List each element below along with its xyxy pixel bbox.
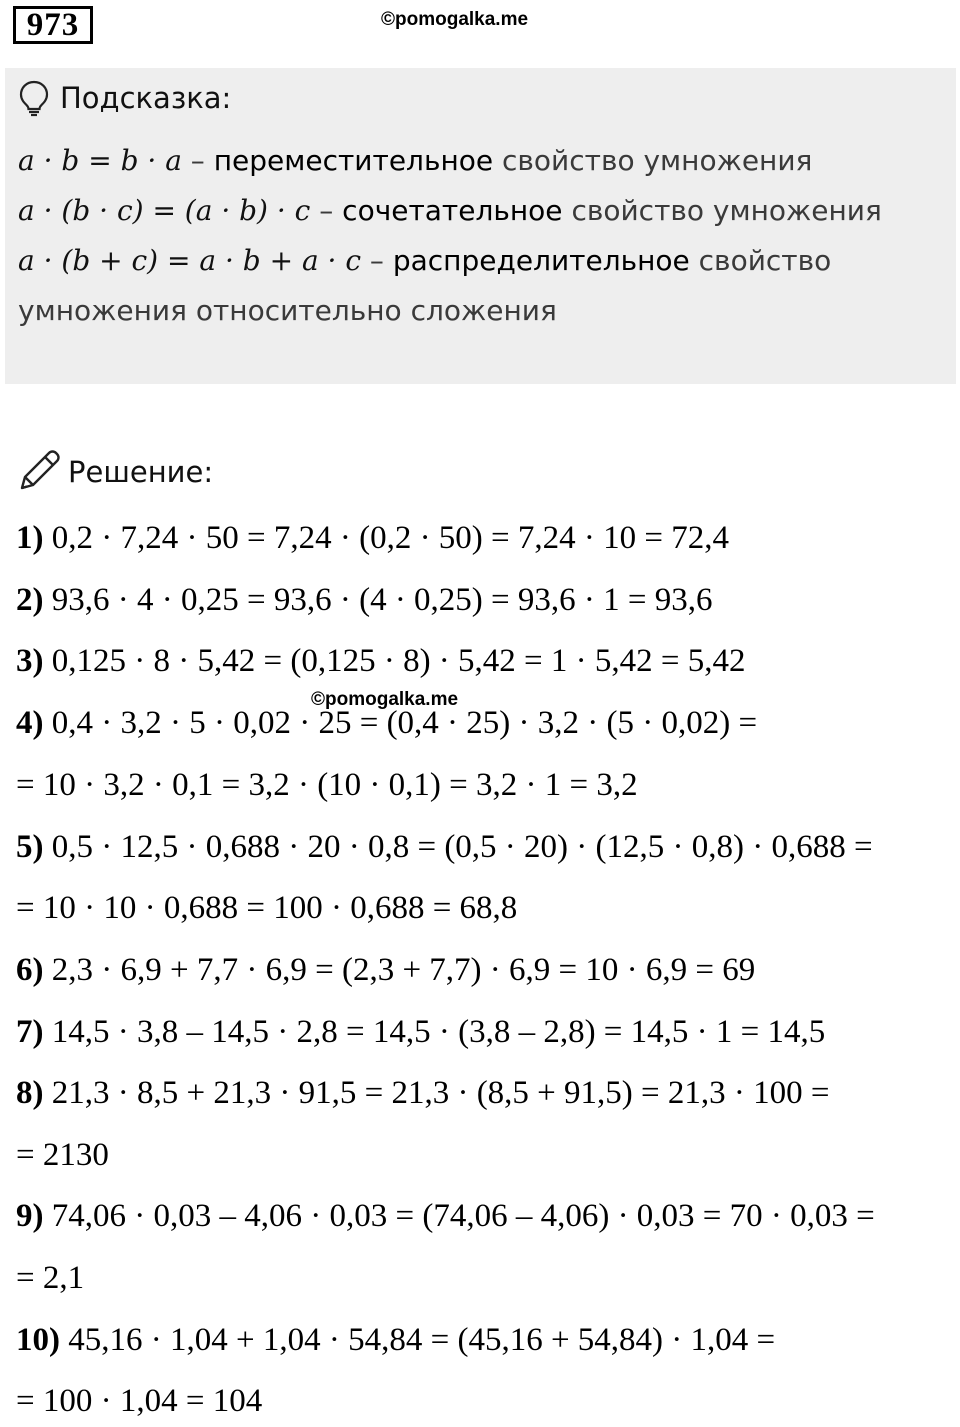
- watermark-middle: ©pomogalka.me: [311, 689, 459, 710]
- item-number: 8): [16, 1075, 44, 1111]
- hint-line-commutative: [18, 144, 812, 177]
- hint-formula: a · (b + c) = a · b + a · c: [18, 244, 362, 277]
- solution-line: [16, 1137, 109, 1174]
- hint-rest: свойство умножения: [493, 144, 813, 177]
- item-expression: = 2,1: [16, 1260, 85, 1296]
- pencil-icon: [18, 448, 62, 497]
- hint-formula: a · b = b · a: [18, 144, 182, 177]
- item-expression: = 100 · 1,04 = 104: [16, 1383, 263, 1419]
- solution-line: [16, 890, 517, 927]
- lightbulb-icon: [18, 79, 50, 117]
- solution-line: [16, 520, 729, 557]
- item-number: 5): [16, 829, 44, 865]
- item-expression: 0,4 · 3,2 · 5 · 0,02 · 25 = (0,4 · 25) · 3,2 · (5 · 0,02) =: [43, 705, 758, 741]
- item-number: 1): [16, 520, 44, 556]
- hint-line-continuation: умножения относительно сложения: [18, 294, 557, 327]
- item-number: 10): [16, 1322, 60, 1358]
- item-number: 4): [16, 705, 44, 741]
- hint-dash: –: [181, 144, 214, 177]
- hint-dash: –: [361, 244, 393, 277]
- item-number: 3): [16, 643, 44, 679]
- hint-header: [18, 78, 231, 118]
- item-expression: 2,3 · 6,9 + 7,7 · 6,9 = (2,3 + 7,7) · 6,9 = 10 · 6,9 = 69: [43, 952, 756, 988]
- item-expression: 0,2 · 7,24 · 50 = 7,24 · (0,2 · 50) = 7,24 · 10 = 72,4: [43, 520, 730, 556]
- solution-line: [16, 1260, 84, 1297]
- watermark-top: ©pomogalka.me: [381, 9, 529, 30]
- solution-line: [16, 1075, 830, 1112]
- solution-line: [16, 1383, 262, 1420]
- item-number: 7): [16, 1014, 44, 1050]
- solution-line: [16, 1322, 775, 1359]
- solution-line: [16, 829, 873, 866]
- item-expression: 74,06 · 0,03 – 4,06 · 0,03 = (74,06 – 4,06) · 0,03 = 70 · 0,03 =: [43, 1198, 875, 1234]
- item-expression: 14,5 · 3,8 – 14,5 · 2,8 = 14,5 · (3,8 – 2,8) = 14,5 · 1 = 14,5: [43, 1014, 826, 1050]
- item-expression: 0,5 · 12,5 · 0,688 · 20 · 0,8 = (0,5 · 20) · (12,5 · 0,8) · 0,688 =: [43, 829, 873, 865]
- task-number: 973: [13, 6, 93, 44]
- solution-line: [16, 1198, 875, 1235]
- item-expression: = 2130: [16, 1137, 109, 1173]
- item-expression: 93,6 · 4 · 0,25 = 93,6 · (4 · 0,25) = 93,6 · 1 = 93,6: [43, 582, 713, 618]
- solution-line: [16, 1014, 825, 1051]
- item-expression: 21,3 · 8,5 + 21,3 · 91,5 = 21,3 · (8,5 + 91,5) = 21,3 · 100 =: [43, 1075, 830, 1111]
- hint-rest: свойство умножения: [562, 194, 882, 227]
- item-expression: 45,16 · 1,04 + 1,04 · 54,84 = (45,16 + 54,84) · 1,04 =: [60, 1322, 776, 1358]
- item-number: 9): [16, 1198, 44, 1234]
- hint-term: сочетательное: [342, 194, 563, 227]
- item-number: 2): [16, 582, 44, 618]
- hint-term: переместительное: [213, 144, 494, 177]
- solution-line: [16, 643, 746, 680]
- solution-line: [16, 767, 638, 804]
- solution-line: [16, 952, 755, 989]
- hint-dash: –: [310, 194, 343, 227]
- hint-rest: свойство: [689, 244, 832, 277]
- item-expression: = 10 · 3,2 · 0,1 = 3,2 · (10 · 0,1) = 3,2 · 1 = 3,2: [16, 767, 638, 803]
- item-expression: = 10 · 10 · 0,688 = 100 · 0,688 = 68,8: [16, 890, 518, 926]
- solution-header: [18, 450, 213, 494]
- solution-line: [16, 582, 713, 619]
- item-number: 6): [16, 952, 44, 988]
- item-expression: 0,125 · 8 · 5,42 = (0,125 · 8) · 5,42 = 1 · 5,42 = 5,42: [43, 643, 746, 679]
- hint-line-distributive: [18, 244, 831, 277]
- hint-title: Подсказка:: [60, 81, 232, 115]
- hint-formula: a · (b · c) = (a · b) · c: [18, 194, 311, 227]
- hint-line-associative: [18, 194, 882, 227]
- solution-title: Решение:: [68, 455, 214, 489]
- hint-term: распределительное: [392, 244, 690, 277]
